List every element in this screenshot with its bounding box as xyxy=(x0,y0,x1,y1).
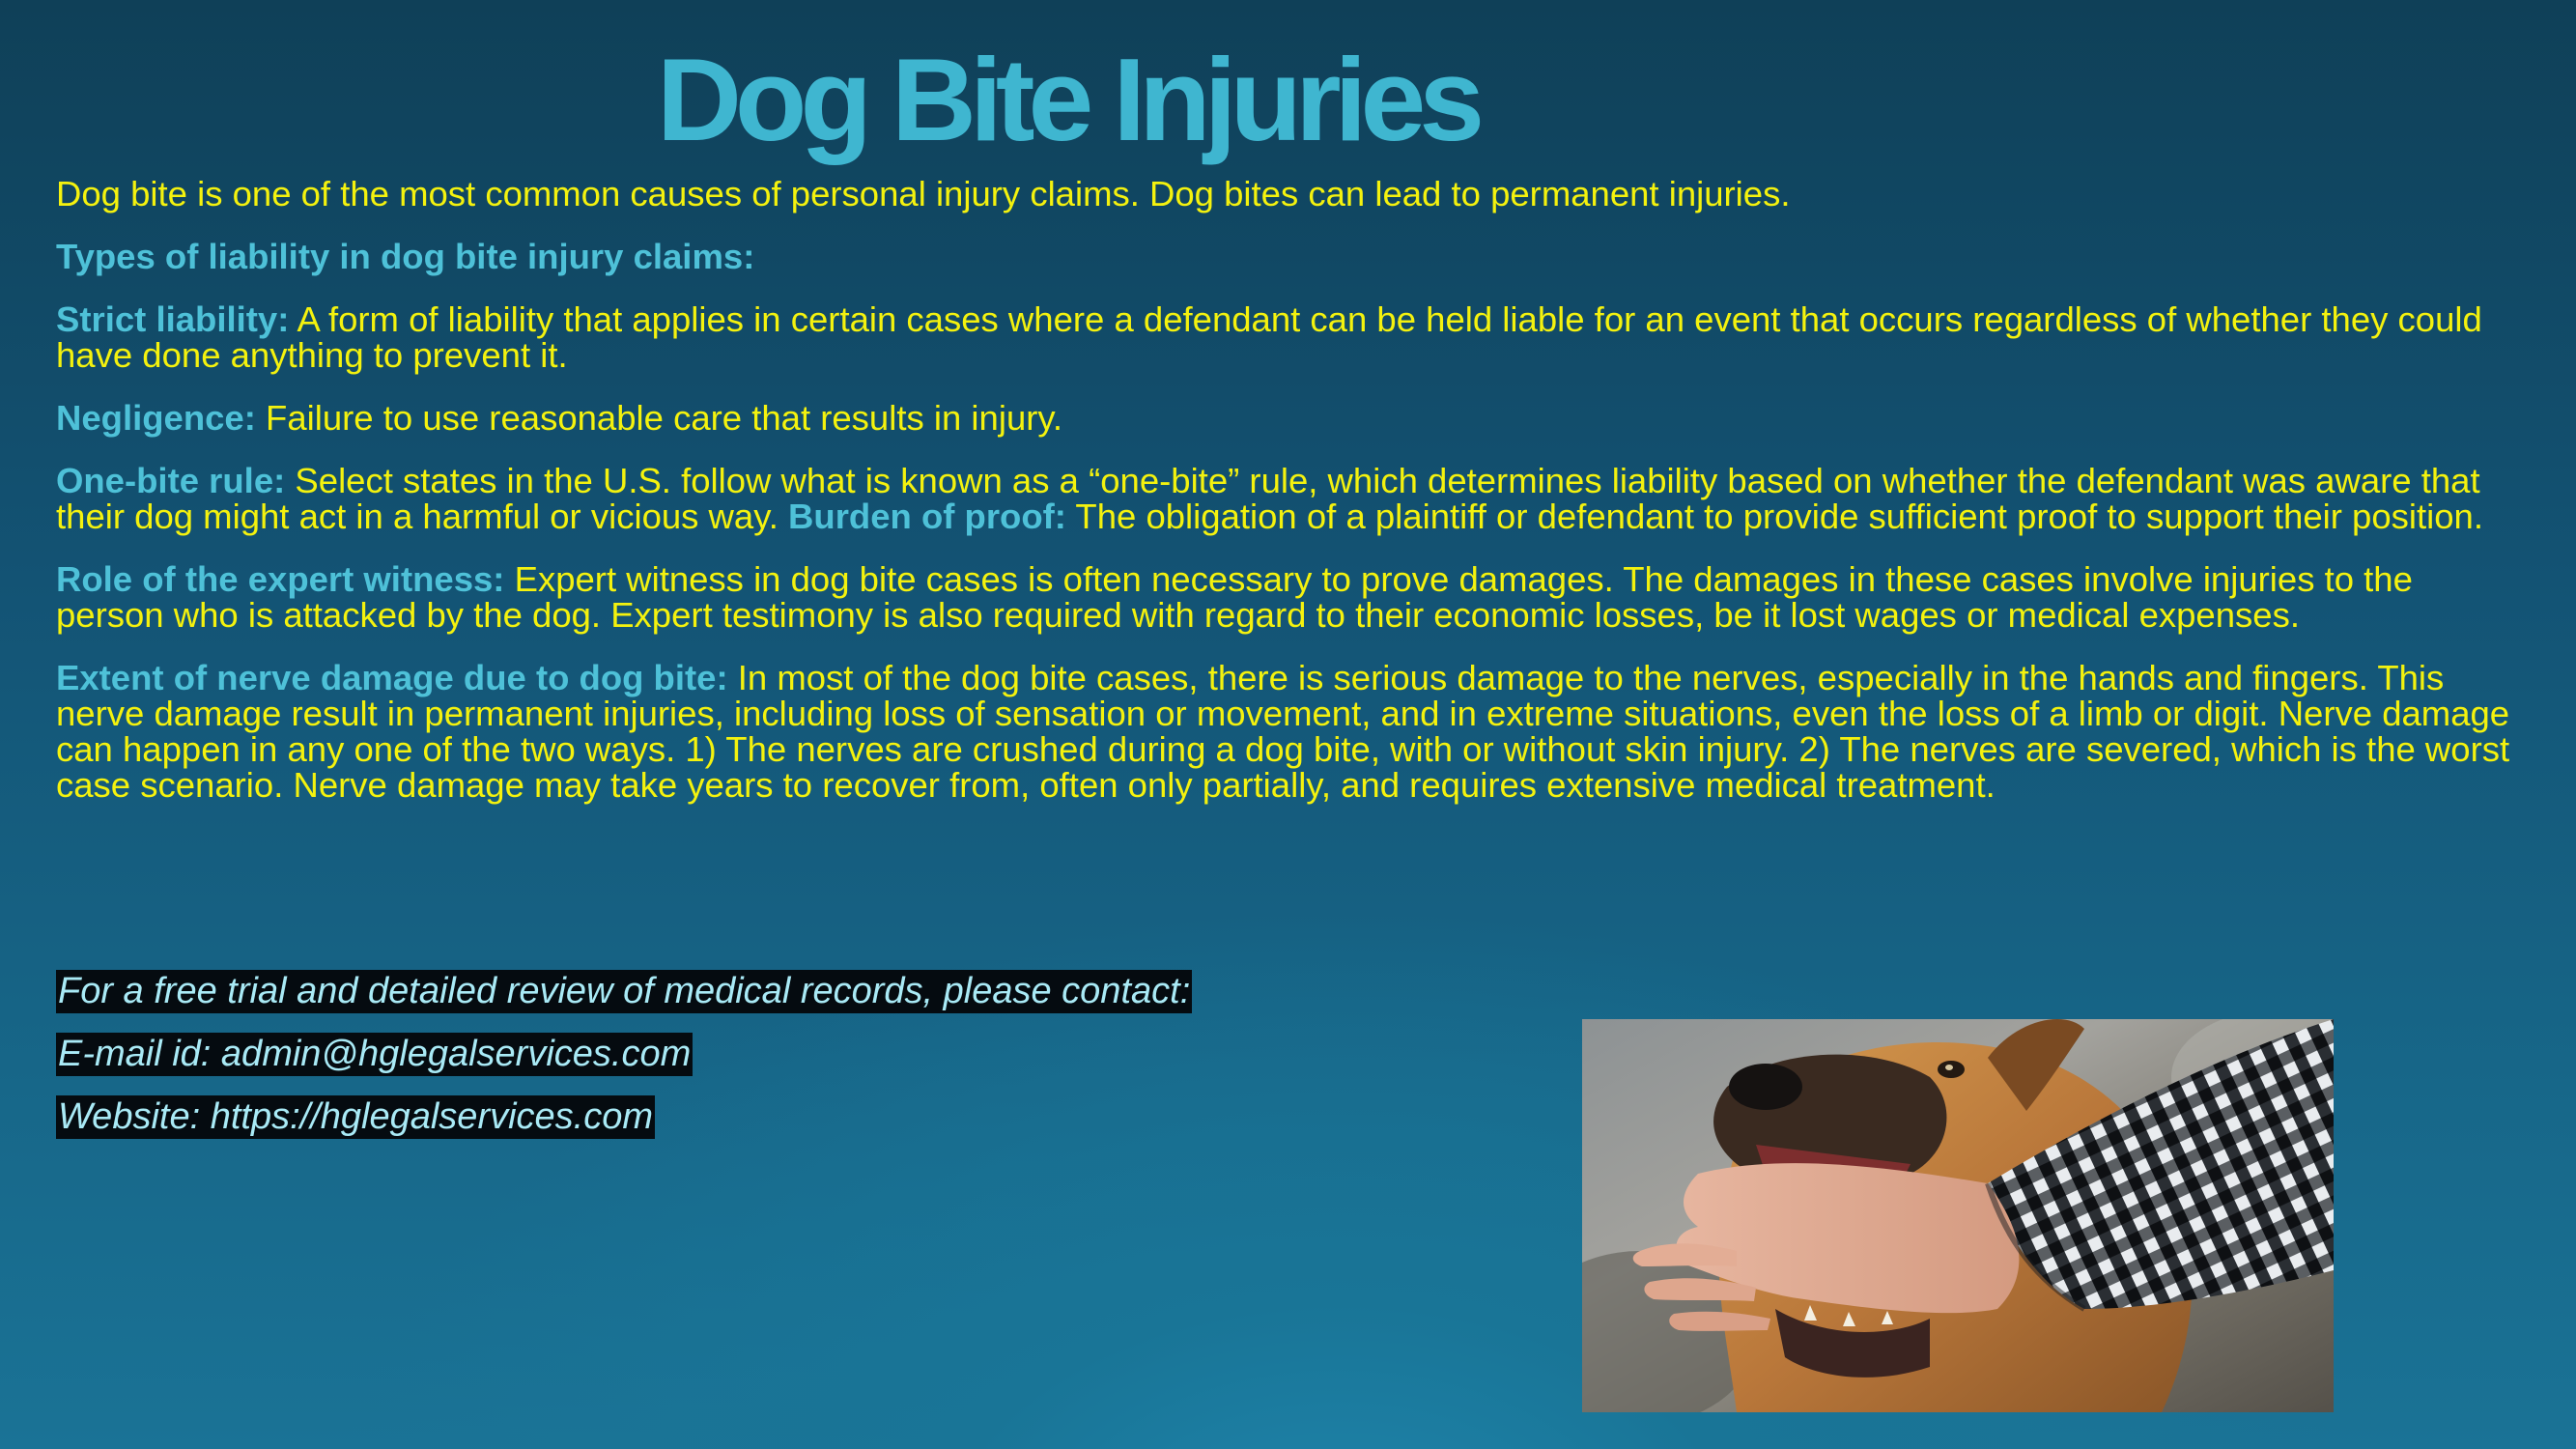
burden-of-proof-text: The obligation of a plaintiff or defendant to provide sufficient proof to support their position. xyxy=(1065,497,2483,536)
burden-of-proof-label: Burden of proof: xyxy=(788,497,1066,536)
one-bite-rule-label: One-bite rule: xyxy=(56,461,286,500)
nerve-damage-paragraph xyxy=(56,660,2529,803)
expert-witness-paragraph xyxy=(56,561,2529,633)
expert-witness-label: Role of the expert witness: xyxy=(56,559,505,599)
strict-liability-paragraph xyxy=(56,301,2529,373)
page-title: Dog Bite Injuries xyxy=(656,34,1479,165)
dog-bite-photo xyxy=(1582,1019,2334,1412)
liability-types-heading xyxy=(56,239,2529,274)
expert-witness-text: Expert witness in dog bite cases is often necessary to prove damages. The damages in these cases involve injuries to the person who is attacked by the dog. Expert testimony is also required with regard to their economic losses, be it lost wages or medical expenses. xyxy=(56,559,2413,635)
contact-intro: For a free trial and detailed review of medical records, please contact: xyxy=(58,971,1191,1011)
liability-types-heading-text: Types of liability in dog bite injury claims: xyxy=(56,237,755,276)
contact-website: Website: https://hglegalservices.com xyxy=(58,1096,654,1137)
nerve-damage-text: In most of the dog bite cases, there is serious damage to the nerves, especially in the hands and fingers. This nerve damage result in permanent injuries, including loss of sensation or movement, and in extreme situations, even the loss of a limb or digit. Nerve damage can happen in any one of the two ways. 1) The nerves are crushed during a dog bite, with or without skin injury. 2) The nerves are severed, which is the worst case scenario. Nerve damage may take years to recover from, often only partially, and requires extensive medical treatment. xyxy=(56,658,2510,805)
negligence-text: Failure to use reasonable care that results in injury. xyxy=(255,398,1063,438)
slide-body xyxy=(56,176,2529,830)
contact-email: E-mail id: admin@hglegalservices.com xyxy=(58,1034,692,1074)
contact-block xyxy=(56,970,1192,1158)
one-bite-rule-text: Select states in the U.S. follow what is known as a “one-bite” rule, which determines liability based on whether the defendant was aware that their dog might act in a harmful or vicious way. xyxy=(56,461,2480,536)
nerve-damage-label: Extent of nerve damage due to dog bite: xyxy=(56,658,728,697)
negligence-paragraph xyxy=(56,400,2529,436)
negligence-label: Negligence: xyxy=(56,398,256,438)
strict-liability-text: A form of liability that applies in certain cases where a defendant can be held liable for an event that occurs regardless of whether they could have done anything to prevent it. xyxy=(56,299,2482,375)
intro-paragraph: Dog bite is one of the most common causes of personal injury claims. Dog bites can lead to permanent injuries. xyxy=(56,174,1791,213)
strict-liability-label: Strict liability: xyxy=(56,299,290,339)
one-bite-rule-paragraph xyxy=(56,463,2529,534)
